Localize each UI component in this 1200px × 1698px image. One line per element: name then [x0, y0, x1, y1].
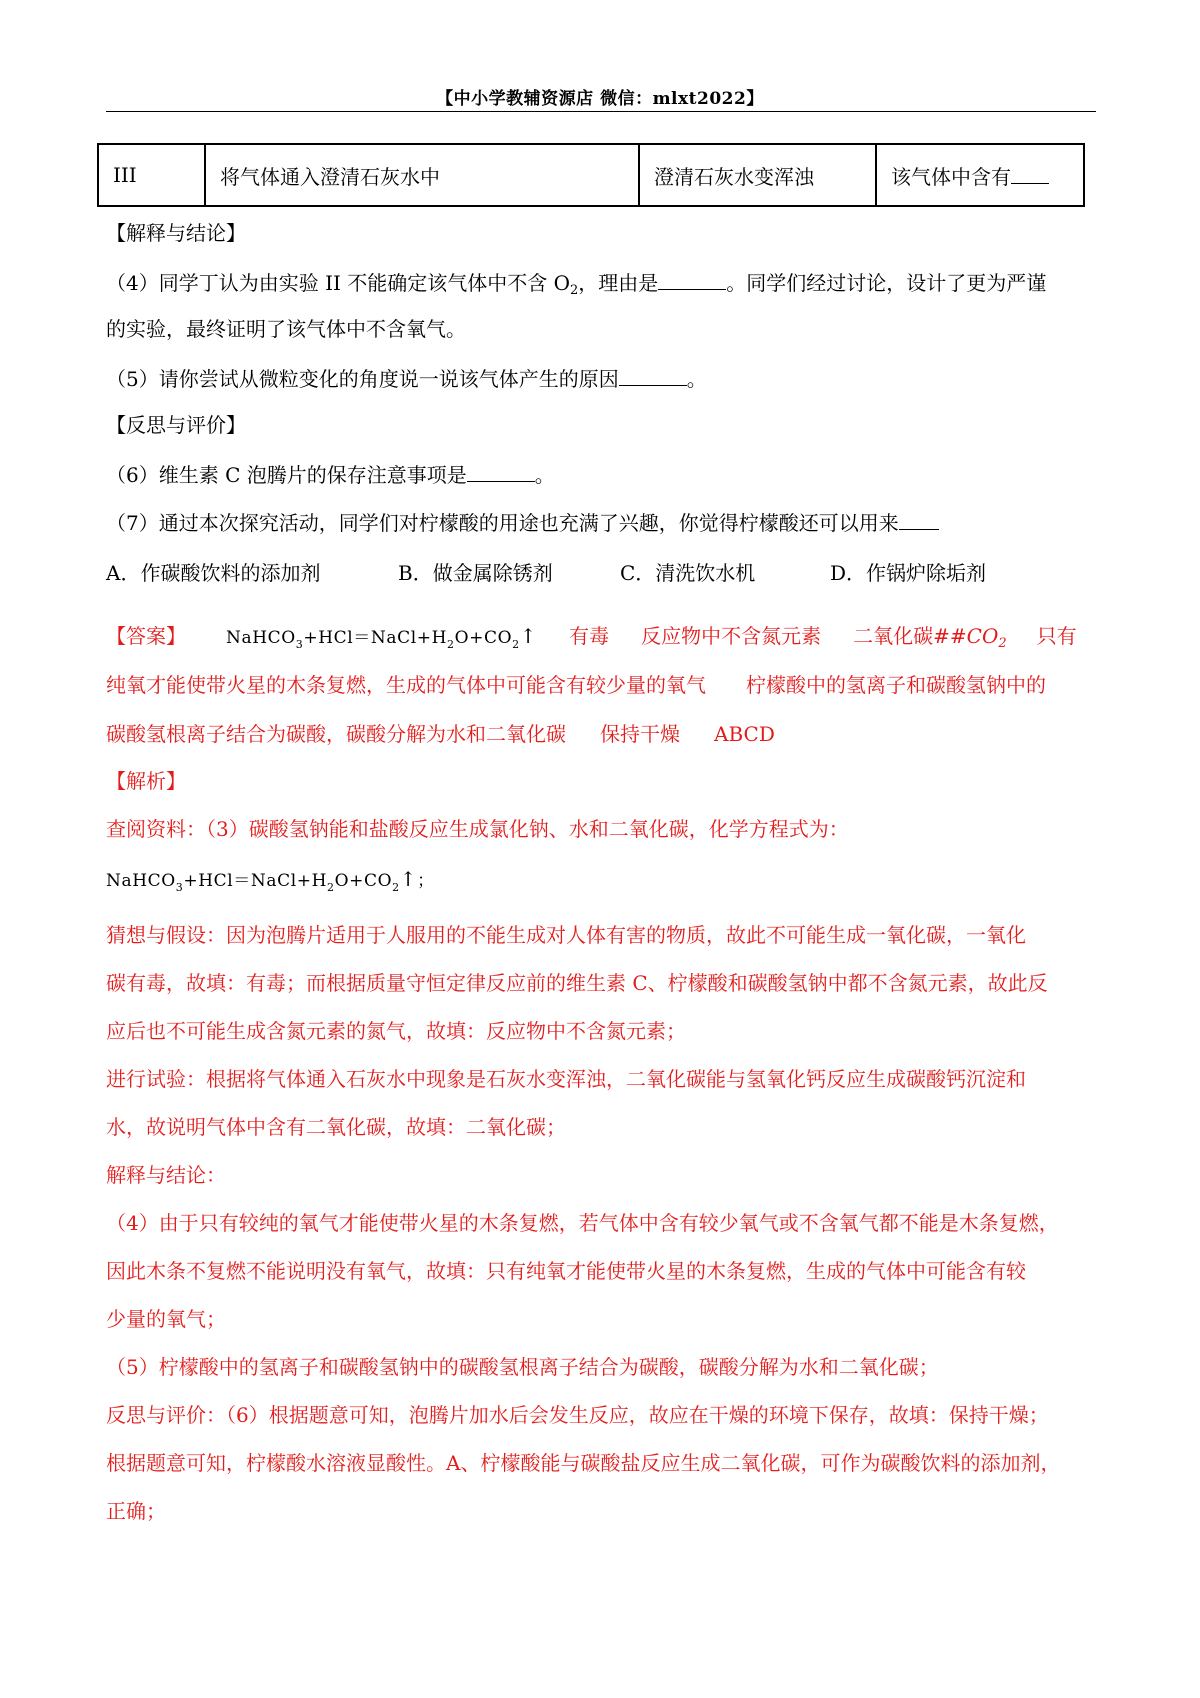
question-4-line-1: （4）同学丁认为由实验 II 不能确定该气体中不含 $O_2$，理由是 。同学们经过讨论，设计了更为严谨	[106, 271, 1047, 298]
analysis-para-2-line-3: 应后也不可能生成含氮元素的氮气，故填：反应物中不含氮元素；	[106, 1019, 686, 1043]
option-b: B．做金属除锈剂	[398, 561, 553, 585]
page-header: 【中小学教辅资源店 微信：mlxt2022】	[436, 89, 764, 109]
question-4-line-2: 的实验，最终证明了该气体中不含氧气。	[106, 317, 466, 341]
analysis-label: 【解析】	[106, 769, 186, 793]
answer-blank	[619, 367, 687, 386]
answer-item: 有毒	[569, 624, 610, 648]
option-c: C．清洗饮水机	[620, 561, 756, 585]
options-row	[106, 563, 986, 583]
experiment-table	[97, 143, 1085, 207]
answer-label: 【答案】	[106, 624, 186, 648]
section-heading-reflect: 【反思与评价】	[106, 413, 246, 437]
answer-blank	[467, 463, 535, 482]
analysis-para-4: 解释与结论：	[106, 1163, 226, 1187]
question-7: （7）通过本次探究活动，同学们对柠檬酸的用途也充满了兴趣，你觉得柠檬酸还可以用来	[106, 511, 939, 533]
section-heading-explain: 【解释与结论】	[106, 221, 246, 245]
analysis-para-6: （5）柠檬酸中的氢离子和碳酸氢钠中的碳酸氢根离子结合为碳酸，碳酸分解为水和二氧化碳；	[106, 1355, 939, 1379]
analysis-para-3-line-1: 进行试验：根据将气体通入石灰水中现象是石灰水变浑浊，二氧化碳能与氢氧化钙反应生成碳酸钙沉淀和	[106, 1067, 1026, 1091]
answer-line-1	[106, 626, 1077, 650]
analysis-para-5-line-1: （4）由于只有较纯的氧气才能使带火星的木条复燃，若气体中含有较少氧气或不含氧气都不能是木条复燃，	[106, 1211, 1059, 1235]
answer-item: 反应物中不含氮元素	[641, 624, 822, 648]
question-6: （6）维生素 C 泡腾片的保存注意事项是 。	[106, 463, 555, 487]
question-5: （5）请你尝试从微粒变化的角度说一说该气体产生的原因 。	[106, 367, 707, 391]
header-rule	[106, 111, 1096, 112]
analysis-para-7-line-1: 反思与评价：（6）根据题意可知，泡腾片加水后会发生反应，故应在干燥的环境下保存，故填：保持干燥；	[106, 1403, 1049, 1427]
answer-line-3: 碳酸氢根离子结合为碳酸，碳酸分解为水和二氧化碳 保持干燥 ABCD	[106, 722, 775, 746]
analysis-para-2-line-1: 猜想与假设：因为泡腾片适用于人服用的不能生成对人体有害的物质，故此不可能生成一氧化碳，一氧化	[106, 923, 1026, 947]
table-cell-phenomenon: 澄清石灰水变浑浊	[639, 144, 876, 206]
analysis-para-3-line-2: 水，故说明气体中含有二氧化碳，故填：二氧化碳；	[106, 1115, 566, 1139]
table-cell-operation: 将气体通入澄清石灰水中	[205, 144, 639, 206]
answer-blank	[658, 271, 726, 290]
analysis-para-5-line-2: 因此木条不复燃不能说明没有氧气，故填：只有纯氧才能使带火星的木条复燃，生成的气体中可能含有较	[106, 1259, 1026, 1283]
answer-blank	[899, 511, 939, 530]
analysis-para-1: 查阅资料：（3）碳酸氢钠能和盐酸反应生成氯化钠、水和二氧化碳，化学方程式为：	[106, 817, 849, 841]
answer-equation: $NaHCO_3+HCl=NaCl+H_2O+CO_2↑$	[226, 624, 538, 651]
option-a: A．作碳酸饮料的添加剂	[106, 561, 321, 585]
analysis-para-7-line-3: 正确；	[106, 1499, 166, 1523]
answer-blank	[1011, 165, 1049, 184]
table-cell-step: III	[98, 144, 205, 206]
analysis-para-2-line-2: 碳有毒，故填：有毒；而根据质量守恒定律反应前的维生素 C、柠檬酸和碳酸氢钠中都不含氮元素，故此反	[106, 971, 1048, 995]
analysis-equation: $NaHCO_3+HCl=NaCl+H_2O+CO_2↑$；	[106, 867, 435, 894]
table-row	[98, 144, 1084, 206]
answer-item: 只有	[1036, 624, 1077, 648]
answer-item: 二氧化碳$\#\#CO_2$	[853, 624, 1007, 651]
analysis-para-7-line-2: 根据题意可知，柠檬酸水溶液显酸性。A、柠檬酸能与碳酸盐反应生成二氧化碳，可作为碳酸饮料的添加剂，	[106, 1451, 1061, 1475]
table-cell-conclusion: 该气体中含有	[876, 144, 1084, 206]
analysis-para-5-line-3: 少量的氧气；	[106, 1307, 226, 1331]
option-d: D．作锅炉除垢剂	[830, 561, 987, 585]
answer-line-2: 纯氧才能使带火星的木条复燃，生成的气体中可能含有较少量的氧气 柠檬酸中的氢离子和碳酸氢钠中的	[106, 673, 1046, 697]
